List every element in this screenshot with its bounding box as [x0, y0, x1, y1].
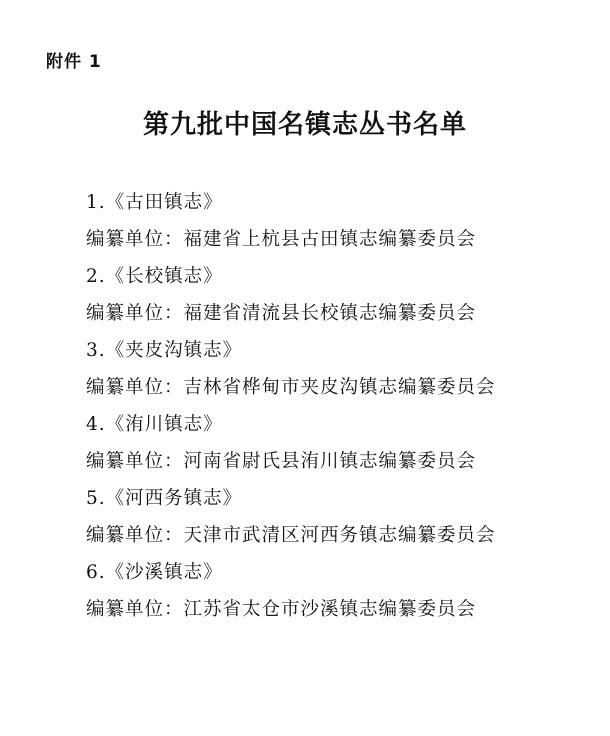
list-item: [86, 258, 496, 332]
compiler-unit: 编纂单位：吉林省桦甸市夹皮沟镇志编纂委员会: [86, 377, 496, 398]
document-title: 第九批中国名镇志丛书名单: [142, 110, 467, 140]
compiler-unit: 编纂单位：福建省清流县长校镇志编纂委员会: [86, 303, 477, 324]
book-title: 2.《长校镇志》: [86, 266, 223, 287]
list-item: [86, 554, 496, 628]
book-title: 5.《河西务镇志》: [86, 488, 243, 509]
list-item: [86, 480, 496, 554]
book-title: 1.《古田镇志》: [86, 192, 223, 213]
list-item: [86, 406, 496, 480]
list-item: [86, 332, 496, 406]
town-list: [86, 184, 496, 628]
book-title: 3.《夹皮沟镇志》: [86, 340, 243, 361]
list-item: [86, 184, 496, 258]
book-title: 6.《沙溪镇志》: [86, 562, 223, 583]
book-title: 4.《洧川镇志》: [86, 414, 223, 435]
compiler-unit: 编纂单位：河南省尉氏县洧川镇志编纂委员会: [86, 451, 477, 472]
compiler-unit: 编纂单位：天津市武清区河西务镇志编纂委员会: [86, 525, 496, 546]
attachment-label: 附件 1: [46, 52, 102, 72]
compiler-unit: 编纂单位：福建省上杭县古田镇志编纂委员会: [86, 229, 477, 250]
compiler-unit: 编纂单位：江苏省太仓市沙溪镇志编纂委员会: [86, 599, 477, 620]
